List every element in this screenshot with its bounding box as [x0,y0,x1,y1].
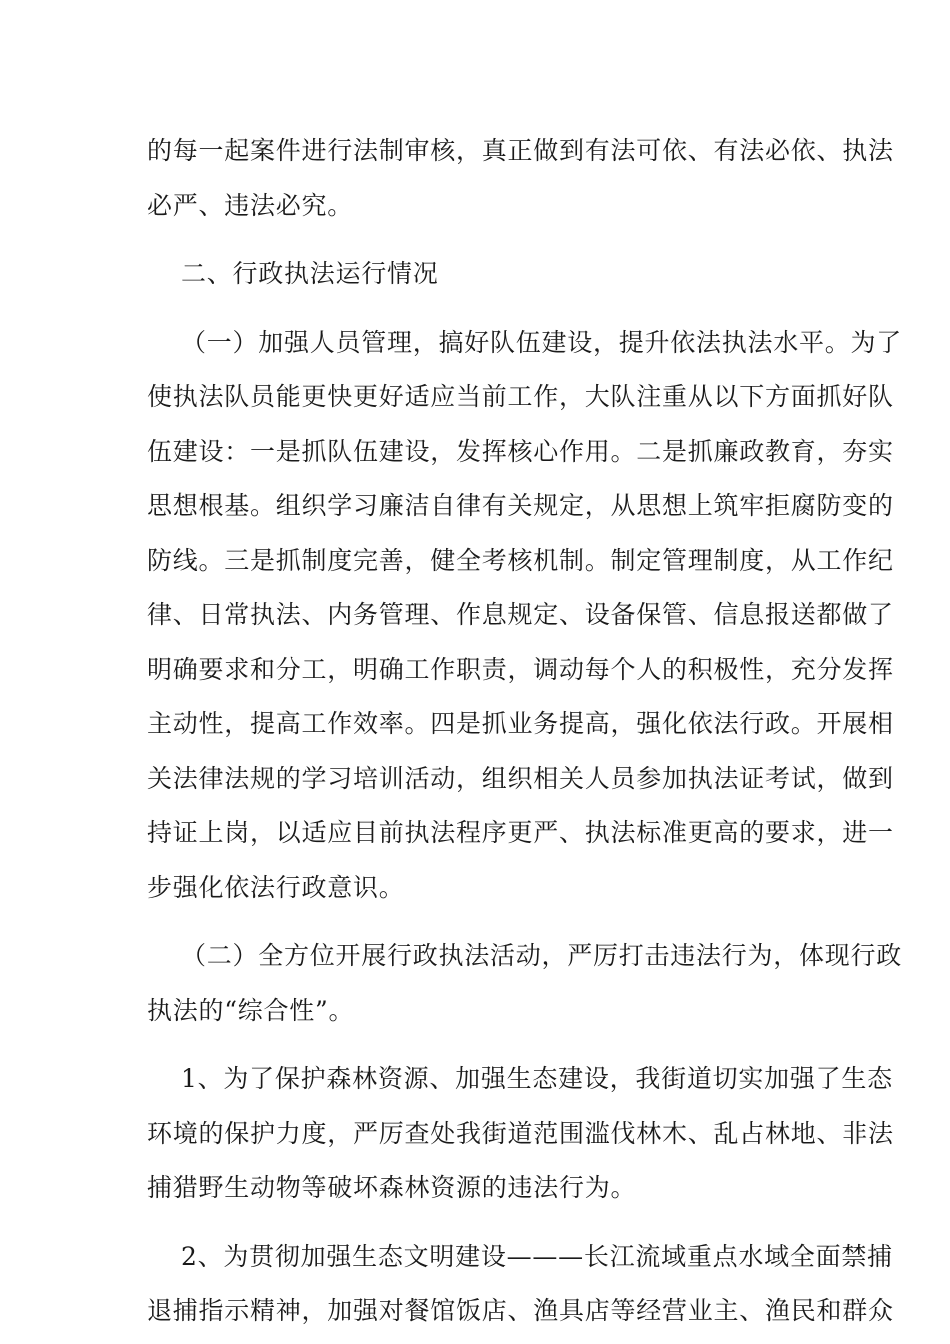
text-line: 的每一起案件进行法制审核，真正做到有法可依、有法必依、执法 [147,136,894,165]
text-line: 必严、违法必究。 [147,190,354,220]
text-line: 1、为了保护森林资源、加强生态建设，我街道切实加强了生态 [181,1064,893,1093]
text-line: 关法律法规的学习培训活动，组织相关人员参加执法证考试，做到 [147,763,894,793]
text-line: （一）加强人员管理，搞好队伍建设，提升依法执法水平。为了 [181,327,903,357]
text-line: 捕猎野生动物等破坏森林资源的违法行为。 [147,1173,637,1202]
text-line: 思想根基。组织学习廉洁自律有关规定，从思想上筑牢拒腐防变的 [147,491,894,520]
paragraph-gap [147,915,827,929]
text-line: （二）全方位开展行政执法活动，严厉打击违法行为，体现行政 [181,941,903,970]
paragraph-gap [147,302,827,316]
text-line: 持证上岗，以适应目前执法程序更严、执法标准更高的要求，进一 [147,818,894,847]
paragraph-gap [147,1038,827,1052]
text-line: 律、日常执法、内务管理、作息规定、设备保管、信息报送都做了 [147,600,894,629]
text-line: 步强化依法行政意识。 [147,872,405,902]
text-line: 二、行政执法运行情况 [181,259,439,288]
text-line: 2、为贯彻加强生态文明建设———长江流域重点水域全面禁捕 [181,1241,893,1271]
text-line: 环境的保护力度，严厉查处我街道范围滥伐林木、乱占林地、非法 [147,1118,894,1148]
paragraph-gap [147,1216,827,1230]
text-line: 主动性，提高工作效率。四是抓业务提高，强化依法行政。开展相 [147,709,894,738]
text-line: 执法的“综合性”。 [147,995,355,1025]
document-body [147,124,903,1339]
paragraph-gap [147,233,827,247]
text-line: 使执法队员能更快更好适应当前工作，大队注重从以下方面抓好队 [147,382,894,411]
text-line: 伍建设：一是抓队伍建设，发挥核心作用。二是抓廉政教育，夯实 [147,436,894,466]
text-line: 明确要求和分工，明确工作职责，调动每个人的积极性，充分发挥 [147,654,894,684]
text-line: 防线。三是抓制度完善，健全考核机制。制定管理制度，从工作纪 [147,545,894,575]
text-line: 退捕指示精神，加强对餐馆饭店、渔具店等经营业主、渔民和群众 [147,1296,894,1325]
